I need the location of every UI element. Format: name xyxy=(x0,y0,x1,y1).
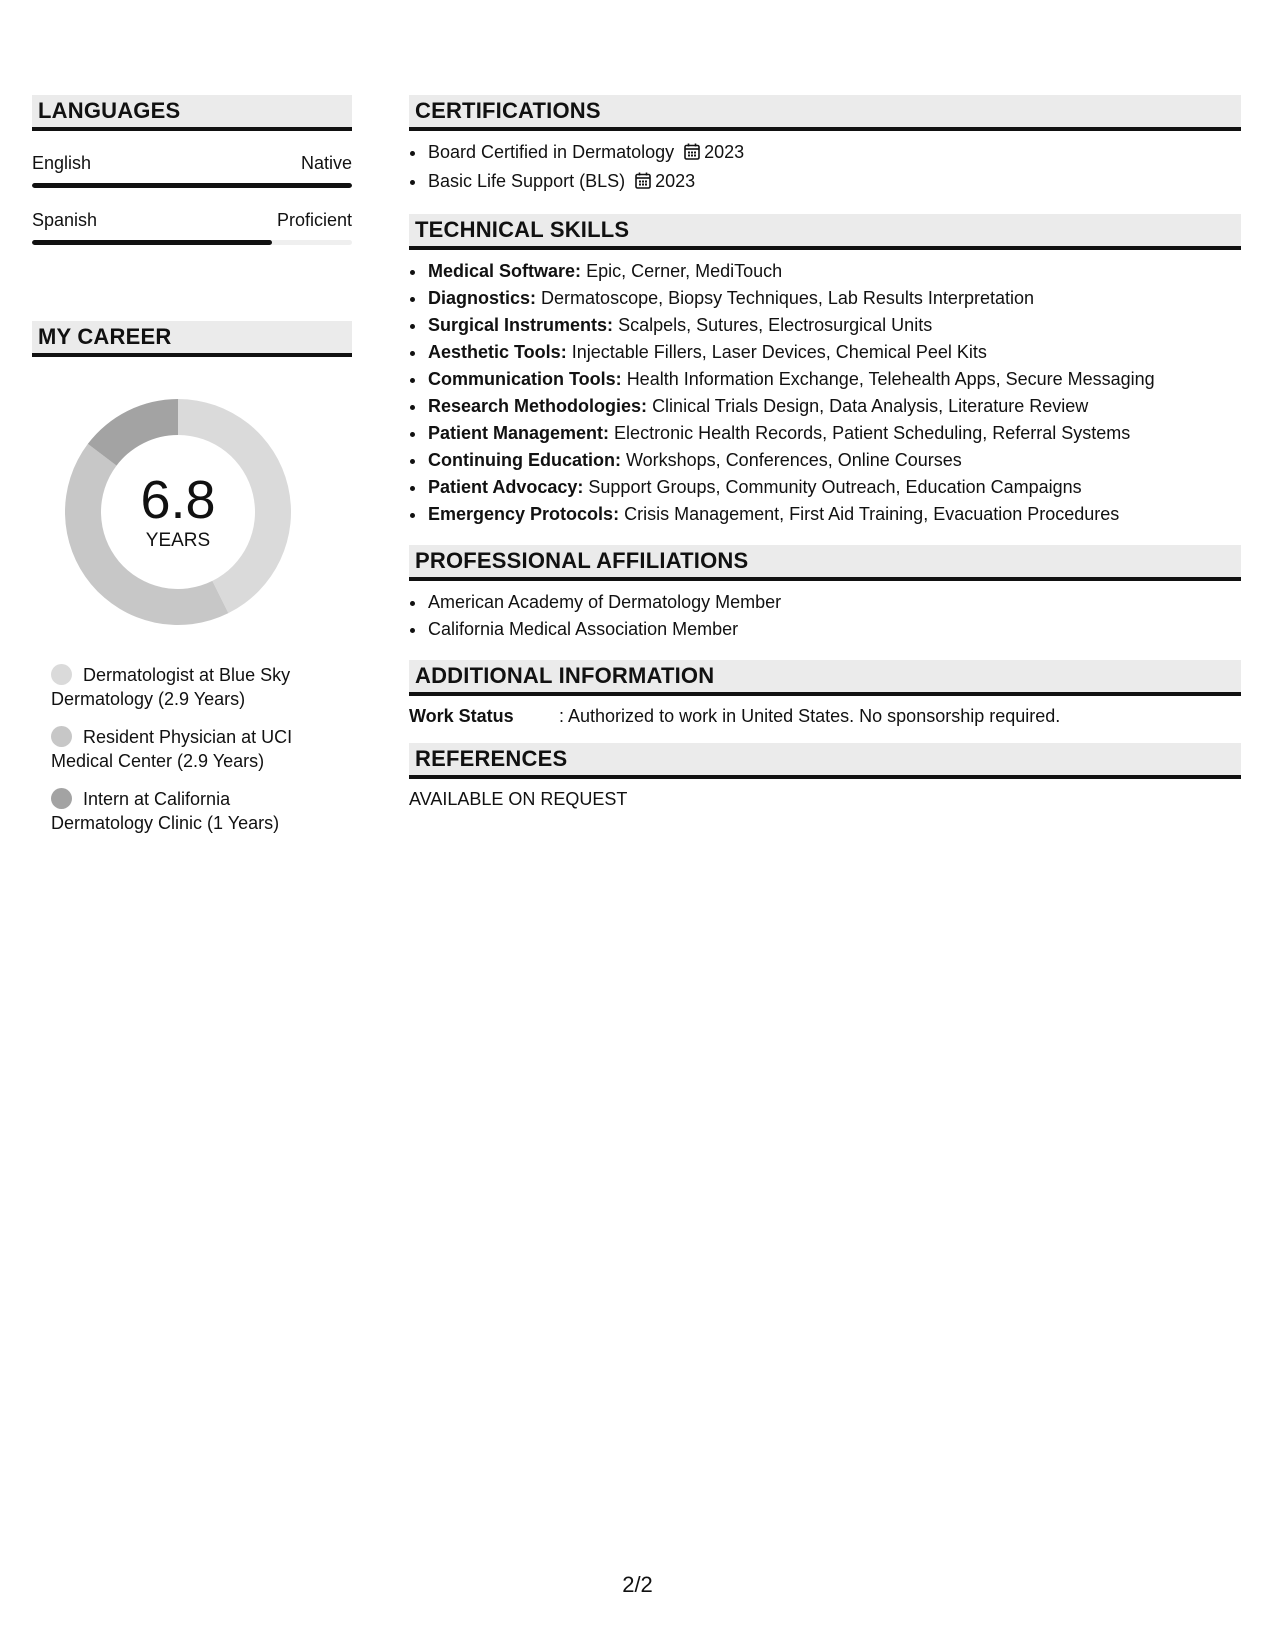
skill-value: Workshops, Conferences, Online Courses xyxy=(625,450,962,470)
legend-dot-icon xyxy=(51,788,72,809)
language-name: English xyxy=(32,153,92,173)
skill-label: Emergency Protocols: xyxy=(428,504,620,524)
skill-value: Support Groups, Community Outreach, Education Campaigns xyxy=(588,477,1082,497)
certification-year: 2023 xyxy=(655,171,696,191)
work-status-label: Work Status xyxy=(409,706,514,726)
skill-value: Injectable Fillers, Laser Devices, Chemical Peel Kits xyxy=(571,342,987,362)
skill-item xyxy=(427,474,1241,501)
languages-heading: LANGUAGES xyxy=(32,95,352,131)
skill-label: Communication Tools: xyxy=(428,369,622,389)
career-legend-item xyxy=(51,725,311,773)
legend-dot-icon xyxy=(51,726,72,747)
language-item xyxy=(32,209,352,245)
certifications-heading: CERTIFICATIONS xyxy=(409,95,1241,131)
career-legend-label: Resident Physician at UCI Medical Center (2.9 Years) xyxy=(51,727,293,771)
language-level: Proficient xyxy=(276,210,352,230)
career-legend-label: Dermatologist at Blue Sky Dermatology (2.9 Years) xyxy=(51,665,291,709)
additional-info-heading: ADDITIONAL INFORMATION xyxy=(409,660,1241,696)
affiliation-item: • California Medical Association Member xyxy=(427,616,1241,643)
affiliations-heading: PROFESSIONAL AFFILIATIONS xyxy=(409,545,1241,581)
career-legend xyxy=(51,663,352,835)
skill-value: Epic, Cerner, MediTouch xyxy=(586,261,783,281)
career-total-years: 6.8 xyxy=(140,470,216,530)
language-level: Native xyxy=(300,153,352,173)
references-text: AVAILABLE ON REQUEST xyxy=(409,789,628,809)
skill-item xyxy=(427,366,1241,393)
legend-dot-icon xyxy=(51,664,72,685)
affiliation-item: • American Academy of Dermatology Member xyxy=(427,589,1241,616)
certification-name: Basic Life Support (BLS) xyxy=(428,171,626,191)
skill-label: Surgical Instruments: xyxy=(428,315,614,335)
skill-label: Medical Software: xyxy=(428,261,582,281)
certification-item xyxy=(427,168,1241,197)
right-column xyxy=(409,95,1241,810)
skill-value: Clinical Trials Design, Data Analysis, Literature Review xyxy=(652,396,1089,416)
technical-skills-list xyxy=(409,258,1241,528)
language-proficiency-fill xyxy=(32,183,352,188)
language-proficiency-bar xyxy=(32,240,352,245)
skill-value: Dermatoscope, Biopsy Techniques, Lab Results Interpretation xyxy=(541,288,1034,308)
skill-label: Research Methodologies: xyxy=(428,396,648,416)
skill-item xyxy=(427,393,1241,420)
page-number: 2/2 xyxy=(622,1572,653,1597)
language-item xyxy=(32,152,352,188)
skill-item xyxy=(427,258,1241,285)
skill-item xyxy=(427,285,1241,312)
certification-item xyxy=(427,139,1241,168)
language-proficiency-bar xyxy=(32,183,352,188)
language-proficiency-fill xyxy=(32,240,272,245)
skill-value: Electronic Health Records, Patient Scheduling, Referral Systems xyxy=(614,423,1131,443)
calendar-icon xyxy=(635,170,651,197)
certification-year: 2023 xyxy=(704,142,745,162)
technical-skills-heading: TECHNICAL SKILLS xyxy=(409,214,1241,250)
career-legend-label: Intern at California Dermatology Clinic (1 Years) xyxy=(51,789,280,833)
skill-item xyxy=(427,312,1241,339)
skill-label: Patient Management: xyxy=(428,423,610,443)
career-total-unit: YEARS xyxy=(145,530,211,551)
skill-value: Crisis Management, First Aid Training, Evacuation Procedures xyxy=(624,504,1120,524)
skill-item xyxy=(427,339,1241,366)
skill-item xyxy=(427,447,1241,474)
career-donut-chart xyxy=(63,397,293,627)
calendar-icon xyxy=(684,141,700,168)
skill-label: Continuing Education: xyxy=(428,450,621,470)
work-status-row xyxy=(409,705,1241,727)
work-status-value: : Authorized to work in United States. No sponsorship required. xyxy=(559,706,1061,726)
skill-item xyxy=(427,501,1241,528)
skill-label: Aesthetic Tools: xyxy=(428,342,567,362)
language-name: Spanish xyxy=(32,210,98,230)
career-heading: MY CAREER xyxy=(32,321,352,357)
left-column xyxy=(32,95,352,849)
skill-value: Scalpels, Sutures, Electrosurgical Units xyxy=(618,315,933,335)
skill-label: Patient Advocacy: xyxy=(428,477,584,497)
skill-value: Health Information Exchange, Telehealth Apps, Secure Messaging xyxy=(626,369,1155,389)
references-heading: REFERENCES xyxy=(409,743,1241,779)
affiliations-list xyxy=(409,589,1241,643)
certifications-list xyxy=(409,139,1241,197)
skill-label: Diagnostics: xyxy=(428,288,537,308)
career-legend-item xyxy=(51,787,311,835)
skill-item xyxy=(427,420,1241,447)
career-legend-item xyxy=(51,663,311,711)
certification-name: Board Certified in Dermatology xyxy=(428,142,675,162)
